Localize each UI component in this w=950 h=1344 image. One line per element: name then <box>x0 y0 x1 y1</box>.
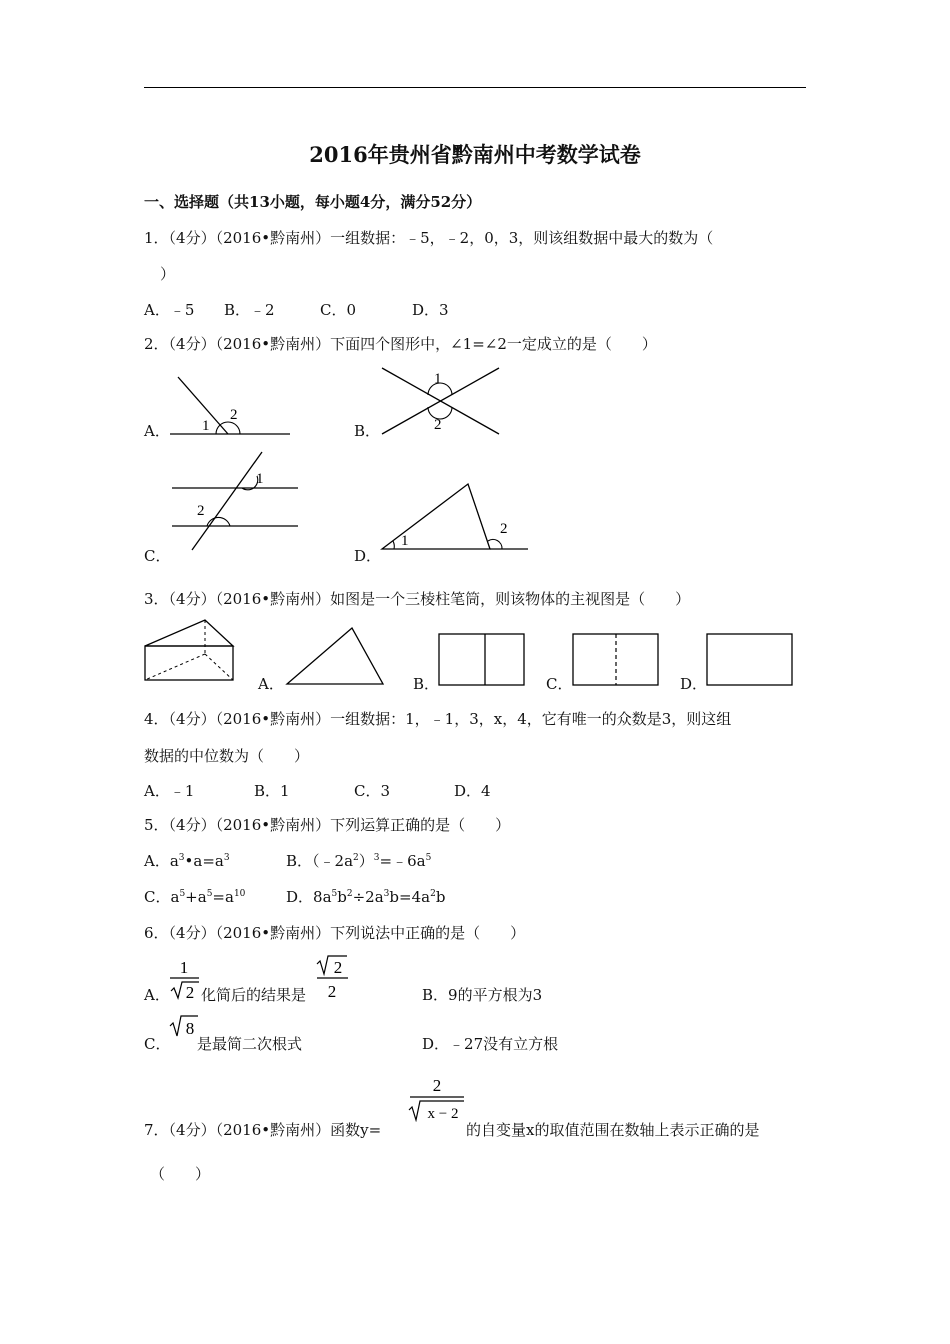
q3-option-b-figure <box>437 632 527 688</box>
fraction-numerator: 1 <box>179 958 189 977</box>
q2-figure-c <box>160 448 310 558</box>
q6-frac-one-over-sqrt2 <box>166 954 202 1002</box>
q6-option-c-label: C． <box>144 1035 171 1053</box>
q5-option-b-label: B． <box>286 852 313 870</box>
q3-option-d-figure <box>705 632 795 688</box>
q3-prism-figure <box>140 618 240 686</box>
angle-1-label: 1 <box>401 533 409 549</box>
fraction-numerator: 2 <box>432 1076 442 1095</box>
q1-option-b: B．﹣2 <box>224 301 275 319</box>
header-rule <box>144 87 806 88</box>
angle-1-label: 1 <box>434 371 442 387</box>
angle-2-label: 2 <box>230 407 238 423</box>
q7-stem-suffix: 的自变量x的取值范围在数轴上表示正确的是 <box>466 1121 760 1139</box>
angle-2-label: 2 <box>434 417 442 433</box>
q5-stem: 5．（4分）（2016•黔南州）下列运算正确的是（ ） <box>144 816 511 834</box>
q4-option-c: C．3 <box>354 782 391 800</box>
q1-stem-cont: ） <box>160 265 176 283</box>
radicand: 2 <box>185 983 195 1002</box>
q3-option-b-label: B． <box>413 675 440 693</box>
q6-option-c-text: 是最简二次根式 <box>197 1035 303 1053</box>
q1-option-d: D．3 <box>412 301 449 319</box>
q4-option-a: A．﹣1 <box>144 782 195 800</box>
q2-option-d-label: D． <box>354 547 382 565</box>
q3-option-d-label: D． <box>680 675 708 693</box>
angle-2-label: 2 <box>197 503 205 519</box>
q7-stem: 7．（4分）（2016•黔南州）函数y= <box>144 1121 382 1139</box>
angle-1-label: 1 <box>256 471 264 487</box>
q3-option-c-figure <box>571 632 661 688</box>
q7-function-fraction <box>406 1072 468 1122</box>
q6-frac-sqrt2-over-2 <box>314 954 350 1002</box>
q2-figure-d <box>372 478 537 558</box>
q3-option-c-label: C． <box>546 675 573 693</box>
q4-stem-cont: 数据的中位数为（ ） <box>144 747 310 765</box>
q3-option-a-figure <box>283 624 388 688</box>
q6-option-a-text: 化简后的结果是 <box>201 986 307 1004</box>
q5-option-d-label: D． <box>286 888 314 906</box>
q6-option-a-label: A． <box>144 986 170 1004</box>
radicand: 8 <box>185 1019 195 1038</box>
q4-stem: 4．（4分）（2016•黔南州）一组数据：1，﹣1，3，x，4，它有唯一的众数是3，则这组 <box>144 710 732 728</box>
q7-stem-cont: （ ） <box>150 1165 211 1183</box>
q6-sqrt8 <box>168 1012 200 1040</box>
page-title: 2016年贵州省黔南州中考数学试卷 <box>309 142 641 167</box>
q2-figure-a <box>160 370 300 440</box>
q2-option-b-label: B． <box>354 422 381 440</box>
q4-option-b: B．1 <box>254 782 290 800</box>
q2-stem: 2．（4分）（2016•黔南州）下面四个图形中，∠1=∠2一定成立的是（ ） <box>144 335 657 353</box>
q5-option-c: C．$a^5+a^5=a^{10}$ <box>144 888 246 906</box>
q6-option-b: B．9的平方根为3 <box>422 986 543 1004</box>
q5-option-a-label: A． <box>144 852 170 870</box>
q2-option-a-label: A． <box>144 422 170 440</box>
angle-2-label: 2 <box>500 521 508 537</box>
q5-option-d: D．$8a^5b^2\div 2a^3b=4a^2b$ <box>286 888 446 906</box>
q6-option-d: D．﹣27没有立方根 <box>422 1035 559 1053</box>
q5-option-c-label: C． <box>144 888 171 906</box>
q6-stem: 6．（4分）（2016•黔南州）下列说法中正确的是（ ） <box>144 924 526 942</box>
q4-option-d: D．4 <box>454 782 491 800</box>
radicand: x − 2 <box>427 1106 459 1122</box>
angle-1-label: 1 <box>202 418 210 434</box>
q1-option-a: A．﹣5 <box>144 301 195 319</box>
q1-stem: 1．（4分）（2016•黔南州）一组数据：﹣5，﹣2，0，3，则该组数据中最大的数为（ <box>144 229 714 247</box>
q5-option-a: A．$a^3•a=a^3$ <box>144 852 230 870</box>
q5-option-b: B．$(﹣2a^2)^3=﹣6a^5$ <box>286 852 432 870</box>
q3-stem: 3．（4分）（2016•黔南州）如图是一个三棱柱笔筒，则该物体的主视图是（ ） <box>144 590 691 608</box>
radicand: 2 <box>333 958 343 977</box>
fraction-denominator: 2 <box>327 982 337 1001</box>
q1-option-c: C．0 <box>320 301 357 319</box>
q2-figure-b <box>372 360 512 440</box>
section-heading: 一、选择题（共13小题，每小题4分，满分52分） <box>144 193 482 211</box>
q3-option-a-label: A． <box>258 675 284 693</box>
q2-option-c-label: C． <box>144 547 171 565</box>
